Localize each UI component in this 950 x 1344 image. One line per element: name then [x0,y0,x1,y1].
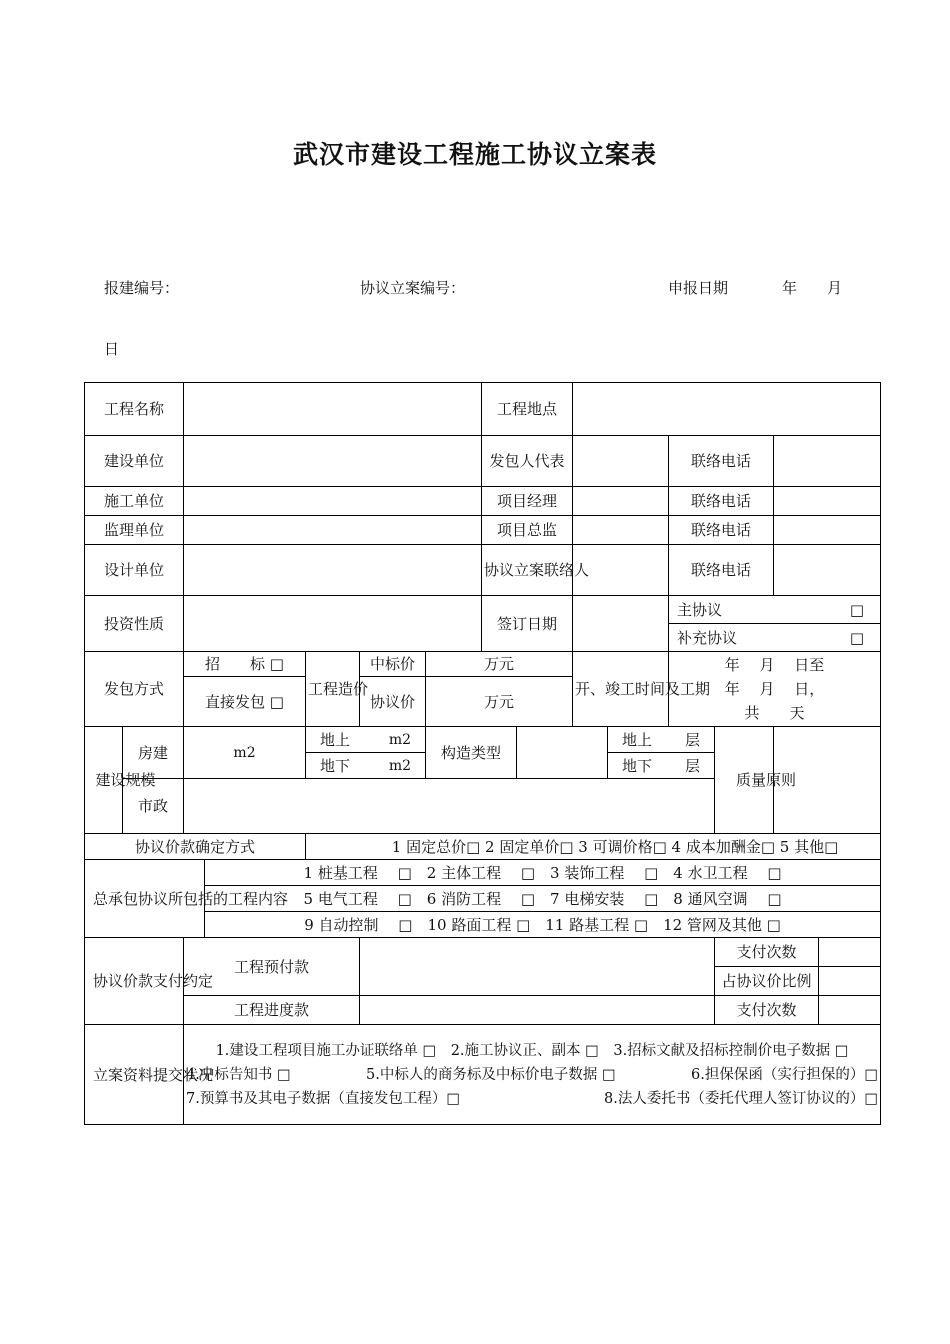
contractor-phone-label: 联络电话 [669,487,774,516]
doc-7[interactable]: 7.预算书及其电子数据（直接发包工程）□ [186,1090,461,1107]
row-payment-c [85,996,881,1025]
price-method-label: 协议价款确定方式 [85,834,306,860]
advance-times-label: 支付次数 [715,938,819,967]
project-manager-label: 项目经理 [482,487,573,516]
builder-phone-field[interactable] [774,436,881,487]
ratio-label: 占协议价比例 [715,967,819,996]
contract-method-label: 发包方式 [85,652,184,727]
bid-option[interactable]: 招 标 □ [184,652,306,677]
bid-price-field[interactable]: 万元 [426,652,573,677]
contractor-label: 施工单位 [85,487,184,516]
row-builder [85,436,881,487]
municipal-label: 市政 [123,779,184,834]
floors-above[interactable]: 地上 层 [608,727,715,753]
direct-option[interactable]: 直接发包 □ [184,677,306,727]
date-label: 申报日期 [668,279,729,297]
row-scale-a [85,727,881,753]
designer-field[interactable] [184,545,482,596]
advance-label: 工程预付款 [184,938,360,996]
area-below[interactable]: 地下 m2 [306,753,426,779]
supp-contract-option[interactable] [669,624,881,652]
agreed-price-label: 协议价 [360,677,426,727]
scope-line-2[interactable]: 5 电气工程 □ 6 消防工程 □ 7 电梯安装 □ 8 通风空调 □ [205,886,881,912]
row-contract-method-a [85,652,881,677]
project-name-label: 工程名称 [85,383,184,436]
bid-price-label: 中标价 [360,652,426,677]
housing-area-unit: m2 [184,727,306,779]
scope-line-3[interactable]: 9 自动控制 □ 10 路面工程 □ 11 路基工程 □ 12 管网及其他 □ [205,912,881,938]
doc-4[interactable]: 4.中标告知书 □ [186,1066,291,1083]
investment-label: 投资性质 [85,596,184,652]
filing-form-table [84,382,881,1125]
project-name-field[interactable] [184,383,482,436]
investment-field[interactable] [184,596,482,652]
scale-label: 建设规模 [85,727,123,834]
quality-label: 质量原则 [715,727,774,834]
sign-date-field[interactable] [573,596,669,652]
chief-supervisor-field[interactable] [573,516,669,545]
supervisor-field[interactable] [184,516,482,545]
supervisor-label: 监理单位 [85,516,184,545]
row-investment-a [85,596,881,624]
docs-line-2 [186,1063,878,1087]
structure-label: 构造类型 [426,727,517,779]
date-year: 年 [782,279,798,297]
issuer-rep-label: 发包人代表 [482,436,573,487]
progress-times-label: 支付次数 [715,996,819,1025]
case-no-label: 协议立案编号： [360,279,466,297]
structure-field[interactable] [517,727,608,779]
designer-label: 设计单位 [85,545,184,596]
doc-5[interactable]: 5.中标人的商务标及中标价电子数据 □ [366,1066,616,1083]
row-payment-a [85,938,881,967]
supp-contract-label: 补充协议 [677,628,738,647]
supp-contract-checkbox[interactable]: □ [849,628,865,647]
designer-phone-label: 联络电话 [669,545,774,596]
housing-label: 房建 [123,727,184,779]
advance-times-field[interactable] [819,938,881,967]
designer-phone-field[interactable] [774,545,881,596]
row-price-method [85,834,881,860]
contractor-field[interactable] [184,487,482,516]
row-scope-c [85,912,881,938]
builder-label: 建设单位 [85,436,184,487]
payment-label: 协议价款支付约定 [85,938,184,1025]
period-line-1: 年 月 日至 [724,656,825,674]
docs-label: 立案资料提交状况 [85,1025,184,1125]
progress-times-field[interactable] [819,996,881,1025]
row-docs [85,1025,881,1125]
docs-line-1[interactable]: 1.建设工程项目施工办证联络单 □ 2.施工协议正、副本 □ 3.招标文献及招标控制价电子数据 □ [215,1042,849,1059]
case-contact-label: 协议立案联络人 [482,545,573,596]
main-contract-label: 主协议 [677,600,723,619]
scope-line-1[interactable]: 1 桩基工程 □ 2 主体工程 □ 3 装饰工程 □ 4 水卫工程 □ [205,860,881,886]
area-above[interactable]: 地上 m2 [306,727,426,753]
ratio-field[interactable] [819,967,881,996]
sign-date-label: 签订日期 [482,596,573,652]
page-title: 武汉市建设工程施工协议立案表 [292,140,657,169]
period-label: 开、竣工时间及工期 [573,652,669,727]
price-method-options[interactable]: 1 固定总价□ 2 固定单价□ 3 可调价格□ 4 成本加酬金□ 5 其他□ [306,834,881,860]
issuer-rep-field[interactable] [573,436,669,487]
report-no-label: 报建编号： [104,279,180,297]
row-project-name [85,383,881,436]
cost-label: 工程造价 [306,652,360,727]
progress-label: 工程进度款 [184,996,360,1025]
progress-field[interactable] [360,996,715,1025]
date-month: 月 [827,279,843,297]
date-day: 日 [104,340,120,358]
agreed-price-field[interactable]: 万元 [426,677,573,727]
doc-8[interactable]: 8.法人委托书（委托代理人签订协议的）□ [604,1090,879,1107]
supervisor-phone-field[interactable] [774,516,881,545]
main-contract-option[interactable] [669,596,881,624]
municipal-field[interactable] [184,779,715,834]
main-contract-checkbox[interactable]: □ [849,600,865,619]
project-site-field[interactable] [573,383,881,436]
contractor-phone-field[interactable] [774,487,881,516]
doc-6[interactable]: 6.担保保函（实行担保的）□ [691,1066,879,1083]
scope-label: 总承包协议所包括的工程内容 [85,860,205,938]
period-line-3: 共 天 [744,704,805,722]
floors-below[interactable]: 地下 层 [608,753,715,779]
project-site-label: 工程地点 [482,383,573,436]
row-scope-a [85,860,881,886]
row-designer [85,545,881,596]
builder-field[interactable] [184,436,482,487]
chief-supervisor-label: 项目总监 [482,516,573,545]
docs-list[interactable] [184,1025,881,1125]
row-supervisor [85,516,881,545]
builder-phone-label: 联络电话 [669,436,774,487]
project-manager-field[interactable] [573,487,669,516]
advance-field[interactable] [360,938,715,996]
period-line-2: 年 月 日， [724,680,825,698]
supervisor-phone-label: 联络电话 [669,516,774,545]
docs-line-3 [186,1087,878,1111]
row-contractor [85,487,881,516]
